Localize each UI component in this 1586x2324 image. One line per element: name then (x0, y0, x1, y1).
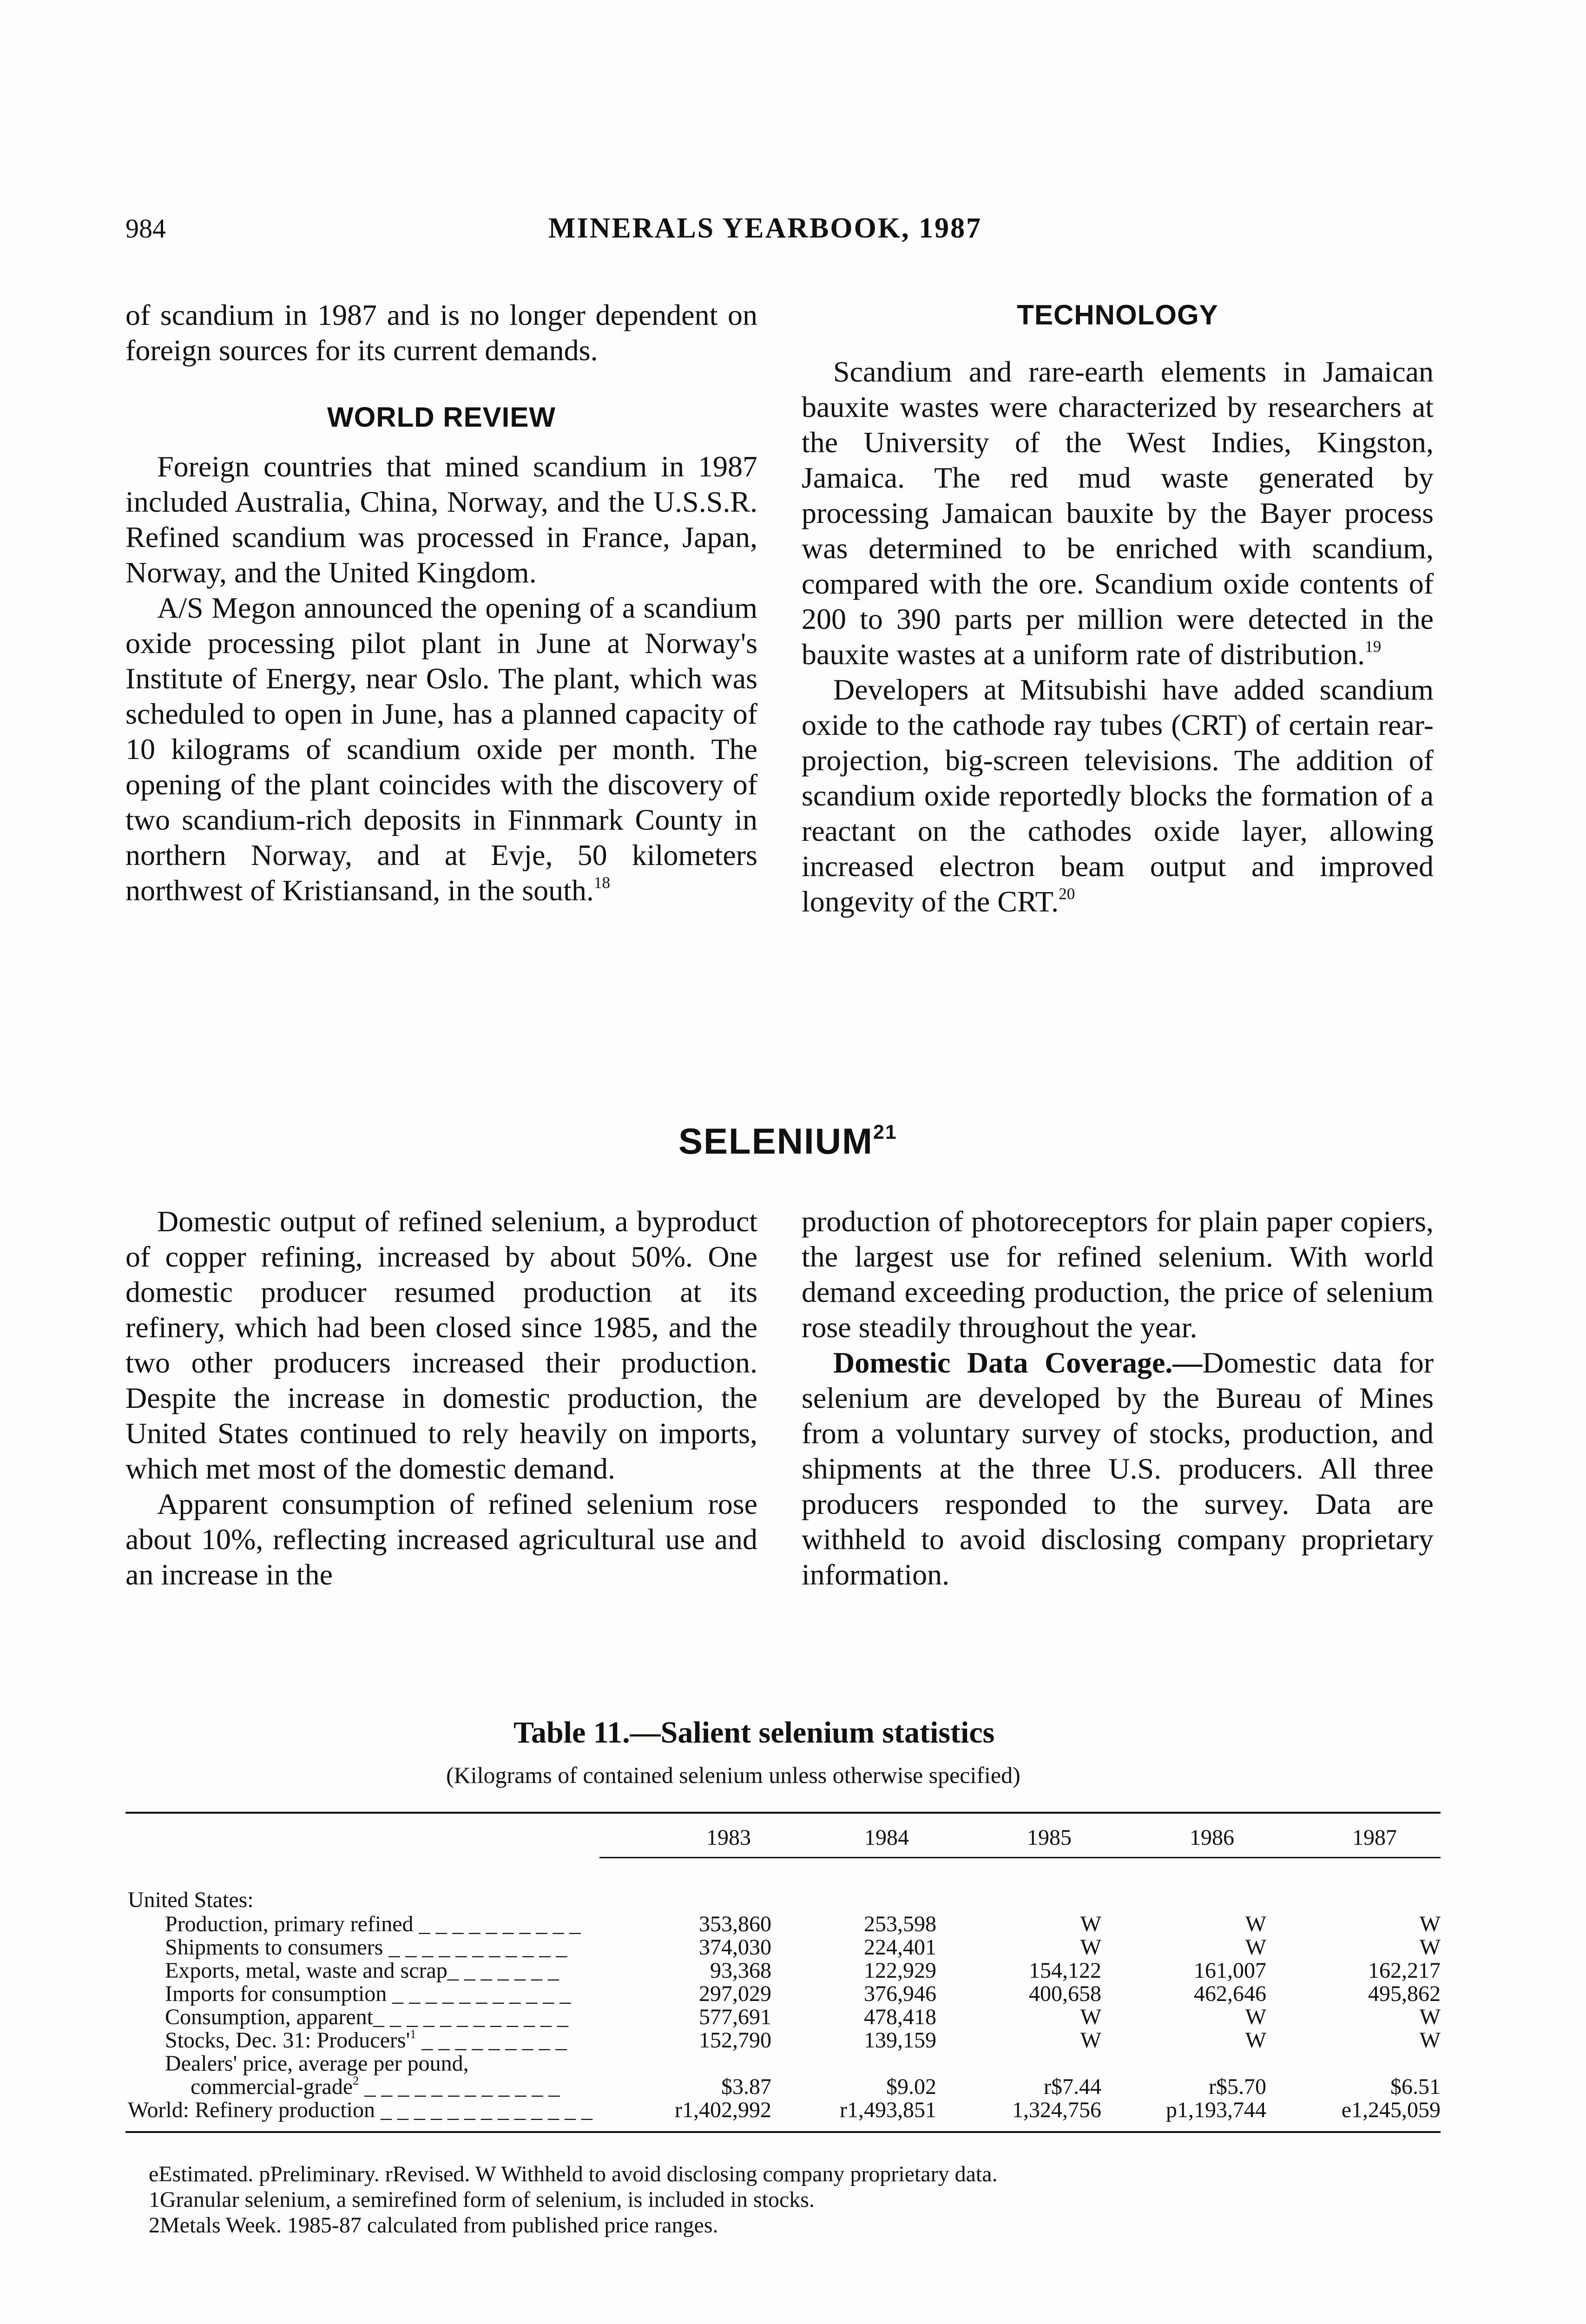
scandium-right-column (802, 297, 1434, 919)
table-cell: 154,122 (1029, 1958, 1101, 1983)
selenium-paragraph-2: Apparent consumption of refined selenium rose about 10%, reflecting increased agricultural use and an increase in the (125, 1487, 757, 1591)
scandium-intro-text: of scandium in 1987 and is no longer dependent on foreign sources for its current demands. (125, 298, 757, 367)
selenium-heading (678, 1120, 897, 1162)
row-label-consumption: Consumption, apparent_ _ _ _ _ _ _ _ _ _ _ _ (165, 2005, 568, 2029)
table-cell: 139,159 (864, 2028, 936, 2053)
footnote-ref: 21 (873, 1121, 897, 1143)
selenium-paragraph-3: production of photoreceptors for plain paper copiers, the largest use for refined selenium. With world demand exceeding production, the price of selenium rose steadily throughout the year. (802, 1205, 1434, 1344)
row-label-commercial-grade-text: commercial-grade (191, 2074, 353, 2099)
selenium-left-column (125, 1204, 757, 1592)
world-review-paragraph-1: Foreign countries that mined scandium in 1987 included Australia, China, Norway, and the U.S.S.R. Refined scandium was processed in France, Japan, Norway, and the United Kingdom. (125, 450, 757, 589)
row-label-commercial-grade: commercial-grade$^2$ _ _ _ _ _ _ _ _ _ _ _ _ (191, 2073, 560, 2099)
table-section-label: United States: (128, 1888, 254, 1912)
row-label-stocks-text: Stocks, Dec. 31: Producers' (165, 2028, 410, 2053)
table-cell: W (1245, 1912, 1266, 1936)
row-label-world-refinery: World: Refinery production _ _ _ _ _ _ _ _ _ _ _ _ _ (128, 2098, 593, 2122)
table-cell: $6.51 (1390, 2074, 1441, 2099)
domestic-data-coverage-dash: — (1172, 1346, 1203, 1379)
row-label-production: Production, primary refined _ _ _ _ _ _ _ _ _ _ (165, 1912, 581, 1936)
table-cell: r$7.44 (1044, 2074, 1101, 2099)
world-review-heading: WORLD REVIEW (327, 402, 556, 433)
table-cell: 400,658 (1029, 1981, 1101, 2006)
table-cell: 495,862 (1368, 1981, 1441, 2006)
table-cell: W (1245, 2005, 1266, 2029)
row-label-exports: Exports, metal, waste and scrap_ _ _ _ _ _ _ (165, 1958, 559, 1983)
domestic-data-coverage-lead: Domestic Data Coverage. (833, 1346, 1173, 1379)
table-cell: 374,030 (699, 1935, 771, 1960)
column-header-1985: 1985 (1027, 1825, 1072, 1850)
table-cell: 162,217 (1368, 1958, 1441, 1983)
table-cell: 93,368 (710, 1958, 771, 1983)
table-cell: W (1419, 2028, 1441, 2053)
row-label-shipments-text: Shipments to consumers (165, 1935, 383, 1960)
table-bottom-rule (125, 2131, 1441, 2133)
row-label-consumption-text: Consumption, apparent (165, 2005, 373, 2029)
selenium-paragraph-1: Domestic output of refined selenium, a byproduct of copper refining, increased by about 50%. One domestic producer resumed production at its refinery, which had been closed since 1985, and the two other producers increased their production. Despite the increase in domestic production, the United States continued to rely heavily on imports, which met most of the domestic demand. (125, 1205, 757, 1485)
technology-paragraph-2-text: Developers at Mitsubishi have added scandium oxide to the cathode ray tubes (CRT) of certain rear-projection, big-screen televisions. The addition of scandium oxide reportedly blocks the formation of a reactant on the cathodes oxide layer, allowing increased electron beam output and improved longevity of the CRT. (802, 673, 1434, 918)
table-cell: W (1245, 2028, 1266, 2053)
selenium-right-column (802, 1204, 1434, 1592)
table-cell: W (1419, 2005, 1441, 2029)
table-cell: 297,029 (699, 1981, 771, 2006)
row-label-imports: Imports for consumption _ _ _ _ _ _ _ _ _ _ _ (165, 1981, 571, 2006)
scandium-left-column (125, 297, 757, 908)
row-label-imports-text: Imports for consumption (165, 1981, 387, 2006)
column-header-1984: 1984 (864, 1825, 909, 1850)
table-top-rule (125, 1812, 1441, 1814)
domestic-data-coverage-paragraph (802, 1345, 1434, 1592)
page-title: MINERALS YEARBOOK, 1987 (548, 212, 982, 244)
world-review-paragraph-2 (125, 590, 757, 908)
table-cell: 161,007 (1194, 1958, 1266, 1983)
table-title: Table 11.—Salient selenium statistics (513, 1716, 995, 1750)
column-header-1986: 1986 (1190, 1825, 1234, 1850)
table-cell: 478,418 (864, 2005, 936, 2029)
table-cell: W (1419, 1912, 1441, 1936)
column-header-1987: 1987 (1352, 1825, 1397, 1850)
row-label-dealers-price: Dealers' price, average per pound, (165, 2051, 469, 2076)
table-cell: 253,598 (864, 1912, 936, 1936)
table-cell: 353,860 (699, 1912, 771, 1936)
row-label-world-refinery-text: World: Refinery production (128, 2098, 375, 2122)
footnote-line-3: 2Metals Week. 1985-87 calculated from published price ranges. (149, 2213, 718, 2238)
world-review-paragraph-2-text: A/S Megon announced the opening of a scandium oxide processing pilot plant in June at Norway's Institute of Energy, near Oslo. The plant, which was scheduled to open in June, has a planned capacity of 10 kilograms of scandium oxide per month. The opening of the plant coincides with the discovery of two scandium-rich deposits in Finnmark County in northern Norway, and at Evje, 50 kilometers northwest of Kristiansand, in the south. (125, 591, 757, 907)
table-cell: 462,646 (1194, 1981, 1266, 2006)
row-label-stocks: Stocks, Dec. 31: $Producers'^1$ _ _ _ _ _ _ _ _ _ (165, 2027, 567, 2053)
table-cell: W (1080, 2005, 1101, 2029)
table-cell: r$5.70 (1209, 2074, 1266, 2099)
footnote-line-1: eEstimated. pPreliminary. rRevised. W Withheld to avoid disclosing company proprietary data. (149, 2162, 998, 2186)
footnote-ref: 20 (1059, 885, 1075, 903)
table-cell: 1,324,756 (1012, 2098, 1101, 2122)
table-cell: 122,929 (864, 1958, 936, 1983)
technology-paragraph-1-text: Scandium and rare-earth elements in Jamaican bauxite wastes were characterized by researchers at the University of the West Indies, Kingston, Jamaica. The red mud waste generated by processing Jamaican bauxite by the Bayer process was determined to be enriched with scandium, compared with the ore. Scandium oxide contents of 200 to 390 parts per million were detected in the bauxite wastes at a uniform rate of distribution. (802, 355, 1434, 671)
footnote-ref: 2 (353, 2073, 359, 2088)
page-number: 984 (125, 213, 166, 244)
table-cell: 224,401 (864, 1935, 936, 1960)
table-cell: 577,691 (699, 2005, 771, 2029)
table-cell: $3.87 (721, 2074, 771, 2099)
table-header-rule (599, 1857, 1441, 1858)
table-cell: $9.02 (886, 2074, 936, 2099)
table-cell: 376,946 (864, 1981, 936, 2006)
table-cell: W (1419, 1935, 1441, 1960)
table-cell: e1,245,059 (1341, 2098, 1441, 2122)
table-cell: W (1245, 1935, 1266, 1960)
technology-heading: TECHNOLOGY (1017, 299, 1218, 330)
table-cell: 152,790 (699, 2028, 771, 2053)
footnote-line-2: 1Granular selenium, a semirefined form of selenium, is included in stocks. (149, 2187, 815, 2212)
footnote-ref: 18 (593, 873, 611, 892)
domestic-data-coverage-text: Domestic data for selenium are developed by the Bureau of Mines from a voluntary survey of stocks, production, and shipments at the three U.S. producers. All three producers responded to the survey. Data are withheld to avoid disclosing company proprietary information. (802, 1346, 1434, 1591)
table-cell: r1,493,851 (840, 2098, 936, 2122)
table-cell: W (1080, 1935, 1101, 1960)
footnote-ref: 19 (1365, 637, 1382, 656)
table-subtitle: (Kilograms of contained selenium unless otherwise specified) (446, 1762, 1020, 1788)
selenium-heading-text: SELENIUM (678, 1121, 874, 1162)
row-label-production-text: Production, primary refined (165, 1912, 414, 1936)
row-label-shipments: Shipments to consumers _ _ _ _ _ _ _ _ _ _ _ (165, 1935, 567, 1960)
table-cell: W (1080, 2028, 1101, 2053)
table-cell: p1,193,744 (1166, 2098, 1266, 2122)
footnote-ref: 1 (410, 2027, 416, 2041)
table-cell: r1,402,992 (675, 2098, 771, 2122)
table-cell: W (1080, 1912, 1101, 1936)
technology-paragraph-2 (802, 672, 1434, 919)
column-header-1983: 1983 (706, 1825, 751, 1850)
technology-paragraph-1 (802, 354, 1434, 672)
row-label-exports-text: Exports, metal, waste and scrap (165, 1958, 448, 1983)
